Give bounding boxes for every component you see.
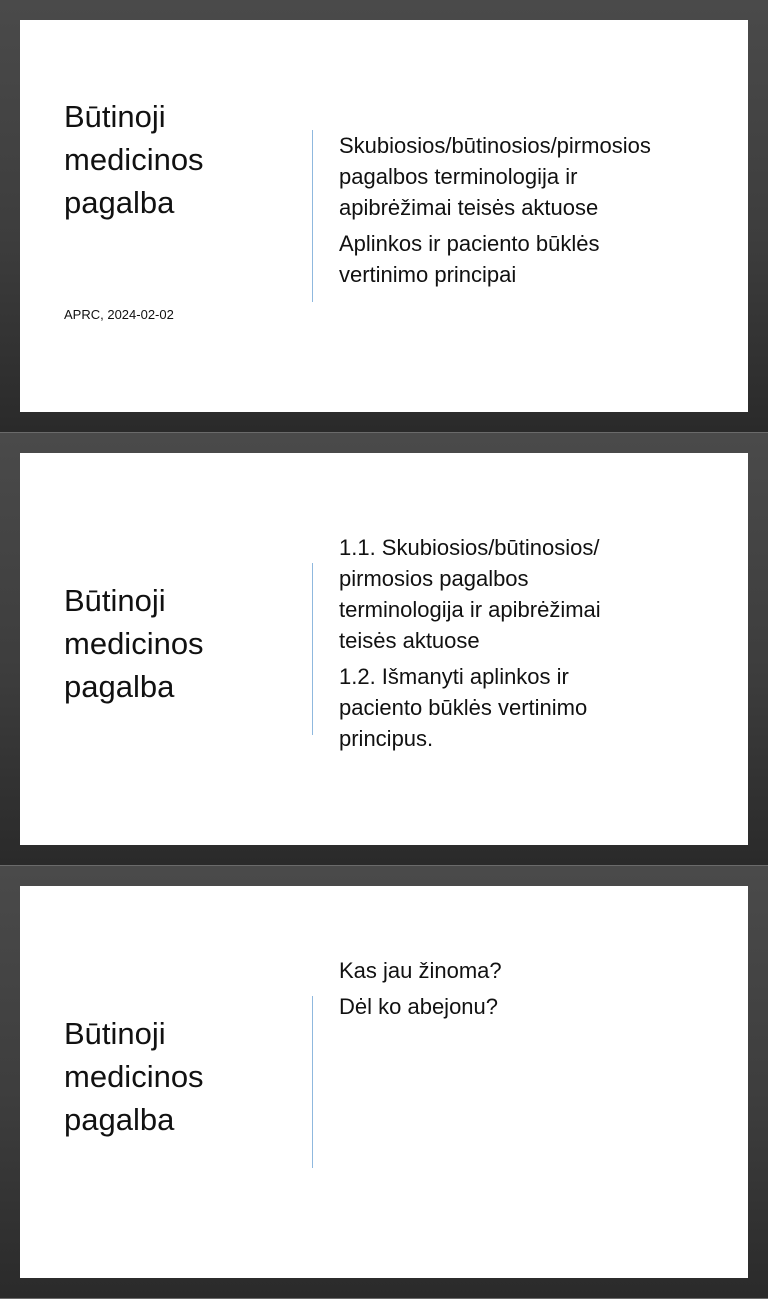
vertical-divider (312, 130, 313, 302)
slide-title: Būtinoji medicinos pagalba (64, 1016, 204, 1137)
bullet-item: Aplinkos ir paciento būklės vertinimo principai (339, 231, 600, 287)
slide-title: Būtinoji medicinos pagalba (64, 99, 204, 220)
slide-1 (20, 20, 748, 412)
slide-thumbnail-1[interactable] (0, 0, 768, 433)
bullet-list (339, 130, 719, 295)
slide-title: Būtinoji medicinos pagalba (64, 583, 204, 704)
slide-2 (20, 453, 748, 845)
bullet-item: Dėl ko abejonu? (339, 994, 499, 1019)
bullet-list (339, 532, 719, 759)
vertical-divider (312, 563, 313, 735)
vertical-divider (312, 996, 313, 1168)
bullet-item: 1.2. Išmanyti aplinkos ir paciento būklės vertinimo principus. (339, 664, 588, 751)
bullet-item: 1.1. Skubiosios/būtinosios/ pirmosios pagalbos terminologija ir apibrėžimai teisės aktuose (339, 535, 601, 653)
bullet-item: Skubiosios/būtinosios/pirmosios pagalbos terminologija ir apibrėžimai teisės aktuose (339, 133, 651, 220)
slide-thumbnail-3[interactable] (0, 866, 768, 1299)
slide-thumbnail-2[interactable] (0, 433, 768, 866)
bullet-list (339, 955, 719, 1027)
slide-date: APRC, 2024-02-02 (64, 307, 174, 322)
slide-3 (20, 886, 748, 1278)
bullet-item: Kas jau žinoma? (339, 958, 502, 983)
